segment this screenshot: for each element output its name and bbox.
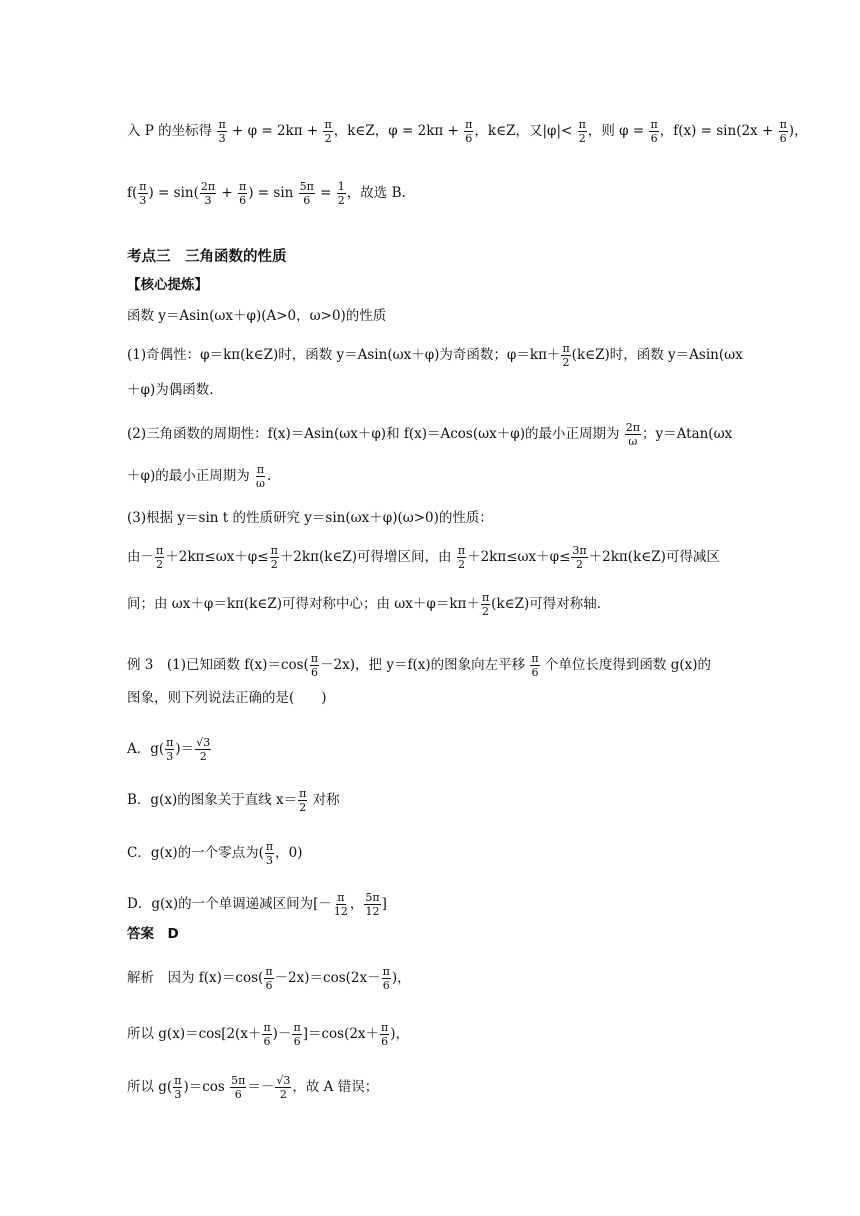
option-b: B．g(x)的图象关于直线 x＝ $\frac{\pi}{2}$ 对称 xyxy=(127,787,340,814)
text-line-10: (3)根据 y＝sin t 的性质研究 y＝sin(ωx＋φ)(ω>0)的性质： xyxy=(127,510,493,526)
solution-line-2: 所以 g(x)＝cos[2(x＋ $\frac{\pi}{6}$ )－ $\frac{\pi}{6}$ ]＝cos(2x＋ $\frac{\pi}{6}$ )， xyxy=(127,1021,410,1048)
answer-line: 答案 D xyxy=(127,926,179,942)
section-heading: 考点三 三角函数的性质 xyxy=(127,249,287,265)
text-line-12: 间；由 ωx＋φ＝kπ(k∈Z)可得对称中心；由 ωx＋φ＝kπ＋ $\frac{\pi}{2}$ (k∈Z)可得对称轴. xyxy=(127,591,602,618)
text-line-2: f( $\frac{\pi}{3}$ ) = sin( $\frac{2\pi}{3}$ + $\frac{\pi}{6}$ ) = sin $\frac{5\pi}{6}$ = $\frac{1}{2}$ ，故选 B. xyxy=(127,180,406,207)
text-line-7: ＋φ)为偶函数. xyxy=(127,382,214,398)
text-line-9: ＋φ)的最小正周期为 $\frac{\pi}{\omega}$ . xyxy=(127,463,272,490)
text-line-11: 由－ $\frac{\pi}{2}$ ＋2kπ≤ωx＋φ≤ $\frac{\pi}{2}$ ＋2kπ(k∈Z)可得增区间，由 $\frac{\pi}{2}$ ＋2kπ≤ωx＋φ≤ $\frac{3\pi}{2}$ ＋2kπ(k∈Z)可得减区 xyxy=(127,544,720,571)
example-line-1: 例 3 (1)已知函数 f(x)＝cos( $\frac{\pi}{6}$ －2x)，把 y＝f(x)的图象向左平移 $\frac{\pi}{6}$ 个单位长度得到函数 g(x)的 xyxy=(127,652,711,679)
solution-line-3: 所以 g( $\frac{\pi}{3}$ )＝cos $\frac{5\pi}{6}$ ＝－ $\frac{√3}{2}$ ，故 A 错误； xyxy=(127,1074,379,1101)
option-d: D．g(x)的一个单调递减区间为[－ $\frac{\pi}{12}$ ， $\frac{5\pi}{12}$ ] xyxy=(127,891,387,918)
text-line-8: (2)三角函数的周期性：f(x)＝Asin(ωx＋φ)和 f(x)＝Acos(ωx＋φ)的最小正周期为 $\frac{2\pi}{\omega}$ ；y＝Atan(ωx xyxy=(127,421,733,448)
text-line-6: (1)奇偶性：φ＝kπ(k∈Z)时，函数 y＝Asin(ωx＋φ)为奇函数；φ＝kπ＋ $\frac{\pi}{2}$ (k∈Z)时，函数 y＝Asin(ωx xyxy=(127,342,743,369)
text-line-1: 入 P 的坐标得 $\frac{\pi}{3}$ + φ = 2kπ + $\frac{\pi}{2}$ ，k∈Z，φ = 2kπ + $\frac{\pi}{6}$ ，k∈Z，又|φ|< $\frac{\pi}{2}$ ，则 φ = $\frac{\pi}{6}$ ，f(x) = sin(2x + $\frac{\pi}{6}$ )， xyxy=(127,118,808,145)
core-summary-heading: 【核心提炼】 xyxy=(127,277,208,293)
text-line-5: 函数 y＝Asin(ωx＋φ)(A>0，ω>0)的性质 xyxy=(127,308,387,324)
option-a: A．g( $\frac{\pi}{3}$ )＝ $\frac{√3}{2}$ xyxy=(127,736,211,763)
example-line-2: 图象，则下列说法正确的是( ) xyxy=(127,690,327,706)
solution-line-1: 解析 因为 f(x)＝cos( $\frac{\pi}{6}$ －2x)＝cos(2x－ $\frac{\pi}{6}$ )， xyxy=(127,965,411,992)
option-c: C．g(x)的一个零点为( $\frac{\pi}{3}$ ，0) xyxy=(127,840,303,867)
